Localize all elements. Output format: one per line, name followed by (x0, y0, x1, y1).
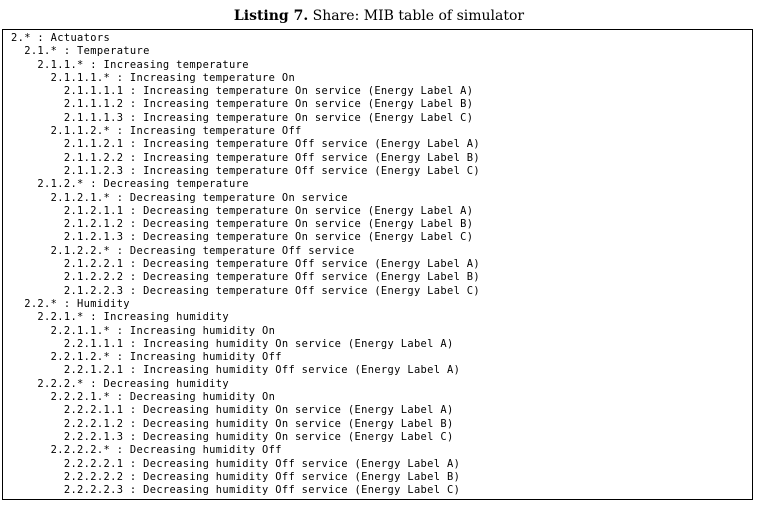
listing-line: 2.1.1.2.* : Increasing temperature Off (11, 125, 302, 138)
listing-line: 2.2.1.2.1 : Increasing humidity Off service (Energy Label A) (11, 364, 461, 377)
listing-line: 2.1.2.2.* : Decreasing temperature Off service (11, 244, 355, 257)
listing-line: 2.1.2.1.* : Decreasing temperature On service (11, 191, 348, 204)
listing-line: 2.1.2.1.3 : Decreasing temperature On service (Energy Label C) (11, 231, 474, 244)
listing-line: 2.2.* : Humidity (11, 297, 130, 310)
listing-line: 2.2.1.1.1 : Increasing humidity On service (Energy Label A) (11, 337, 454, 350)
listing-line: 2.2.2.1.3 : Decreasing humidity On service (Energy Label C) (11, 430, 454, 443)
listing-line: 2.1.2.2.1 : Decreasing temperature Off service (Energy Label A) (11, 258, 481, 271)
listing-caption-text: Share: MIB table of simulator (312, 8, 525, 24)
listing-line: 2.* : Actuators (11, 32, 111, 44)
listing-line: 2.1.1.2.1 : Increasing temperature Off service (Energy Label A) (11, 138, 481, 151)
listing-line: 2.2.2.1.* : Decreasing humidity On (11, 391, 276, 404)
listing-line: 2.2.2.2.* : Decreasing humidity Off (11, 444, 282, 457)
listing-line: 2.1.2.2.3 : Decreasing temperature Off service (Energy Label C) (11, 284, 481, 297)
listing-line: 2.2.2.2.3 : Decreasing humidity Off service (Energy Label C) (11, 484, 461, 497)
listing-line: 2.2.1.1.* : Increasing humidity On (11, 324, 276, 337)
listing-line: 2.1.1.1.1 : Increasing temperature On service (Energy Label A) (11, 85, 474, 98)
listing-line: 2.1.* : Temperature (11, 45, 150, 58)
listing-line: 2.1.2.1.1 : Decreasing temperature On service (Energy Label A) (11, 204, 474, 217)
listing-line: 2.2.2.1.2 : Decreasing humidity On service (Energy Label B) (11, 417, 454, 430)
listing-line: 2.1.2.2.2 : Decreasing temperature Off service (Energy Label B) (11, 271, 481, 284)
listing-line: 2.2.2.1.1 : Decreasing humidity On service (Energy Label A) (11, 404, 454, 417)
listing-line: 2.1.1.2.3 : Increasing temperature Off service (Energy Label C) (11, 164, 481, 177)
listing-line: 2.1.1.1.* : Increasing temperature On (11, 71, 296, 84)
listing-line: 2.1.2.1.2 : Decreasing temperature On service (Energy Label B) (11, 218, 474, 231)
listing-line: 2.2.1.* : Increasing humidity (11, 311, 229, 324)
listing-line: 2.2.2.2.1 : Decreasing humidity Off service (Energy Label A) (11, 457, 461, 470)
listing-line: 2.1.1.1.3 : Increasing temperature On service (Energy Label C) (11, 111, 474, 124)
listing-line: 2.1.1.* : Increasing temperature (11, 58, 249, 71)
listing-line: 2.2.2.2.2 : Decreasing humidity Off service (Energy Label B) (11, 470, 461, 483)
listing-caption-label: Listing 7. (233, 8, 309, 24)
listing-line: 2.2.2.* : Decreasing humidity (11, 377, 229, 390)
listing-line: 2.2.1.2.* : Increasing humidity Off (11, 351, 282, 364)
code-listing-box (2, 29, 753, 500)
listing-line: 2.1.1.2.2 : Increasing temperature Off service (Energy Label B) (11, 151, 481, 164)
code-listing (11, 32, 480, 497)
listing-line: 2.1.1.1.2 : Increasing temperature On service (Energy Label B) (11, 98, 474, 111)
listing-caption (0, 7, 758, 25)
listing-line: 2.1.2.* : Decreasing temperature (11, 178, 249, 191)
